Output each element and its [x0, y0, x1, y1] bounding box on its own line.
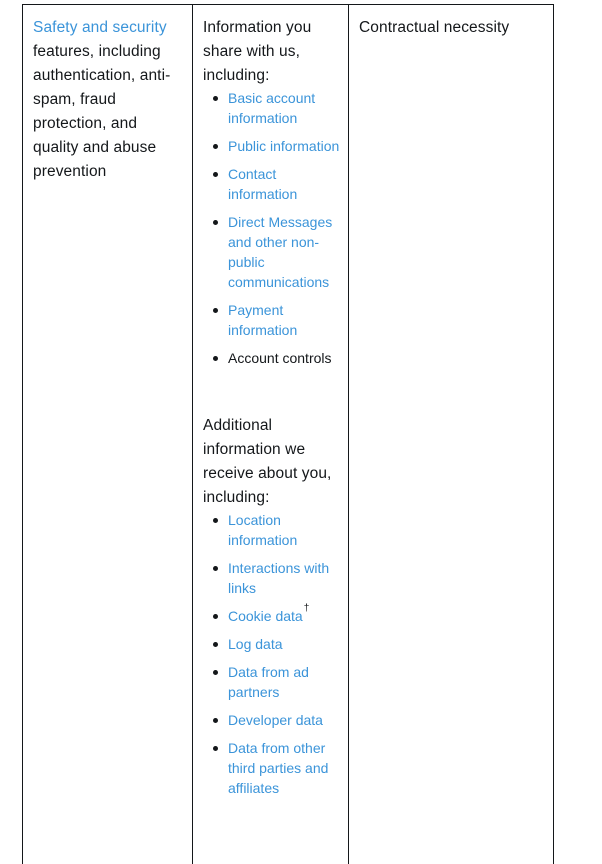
info-intro-received: Additional information we receive about you, including:	[203, 417, 332, 506]
bullet-icon	[213, 718, 218, 723]
list-item	[203, 300, 342, 340]
received-info-list	[203, 510, 342, 798]
list-item	[203, 510, 342, 550]
bullet-icon	[213, 144, 218, 149]
shared-info-list	[203, 88, 342, 368]
safety-and-security-link[interactable]: Safety and security	[33, 19, 167, 36]
info-link[interactable]: Interactions with links	[228, 560, 330, 596]
bullet-icon	[213, 746, 218, 751]
info-link[interactable]: Public information	[228, 138, 340, 154]
list-item	[203, 348, 342, 368]
purpose-description: features, including authentication, anti-spam, fraud protection, and quality and abuse prevention	[33, 43, 171, 180]
info-link[interactable]: Payment information	[228, 302, 298, 338]
info-label: Account controls	[228, 350, 332, 366]
info-link[interactable]: Data from ad partners	[228, 664, 309, 700]
purpose-text	[33, 16, 182, 184]
info-intro-shared: Information you share with us, including:	[203, 19, 312, 84]
bullet-icon	[213, 642, 218, 647]
info-link[interactable]: Contact information	[228, 166, 298, 202]
info-link[interactable]: Cookie data	[228, 608, 303, 624]
info-link[interactable]: Location information	[228, 512, 298, 548]
list-item	[203, 136, 342, 156]
list-item	[203, 738, 342, 798]
purpose-cell	[23, 5, 193, 864]
bullet-icon	[213, 96, 218, 101]
bullet-icon	[213, 308, 218, 313]
legal-basis-cell	[349, 5, 553, 864]
info-link[interactable]: Basic account information	[228, 90, 316, 126]
list-item	[203, 710, 342, 730]
data-use-table	[22, 4, 554, 864]
footnote-marker: †	[303, 603, 310, 615]
list-item	[203, 634, 342, 654]
information-cell	[193, 5, 349, 864]
info-link[interactable]: Data from other third parties and affiliates	[228, 740, 329, 796]
list-item	[203, 558, 342, 598]
bullet-icon	[213, 614, 218, 619]
list-item	[203, 164, 342, 204]
bullet-icon	[213, 670, 218, 675]
bullet-icon	[213, 220, 218, 225]
list-item	[203, 212, 342, 292]
info-link[interactable]: Developer data	[228, 712, 323, 728]
bullet-icon	[213, 566, 218, 571]
list-item	[203, 88, 342, 128]
list-item	[203, 603, 342, 626]
info-link[interactable]: Direct Messages and other non-public communications	[228, 214, 333, 290]
bullet-icon	[213, 172, 218, 177]
bullet-icon	[213, 356, 218, 361]
list-item	[203, 662, 342, 702]
legal-basis-text: Contractual necessity	[359, 19, 510, 36]
info-link[interactable]: Log data	[228, 636, 283, 652]
bullet-icon	[213, 518, 218, 523]
